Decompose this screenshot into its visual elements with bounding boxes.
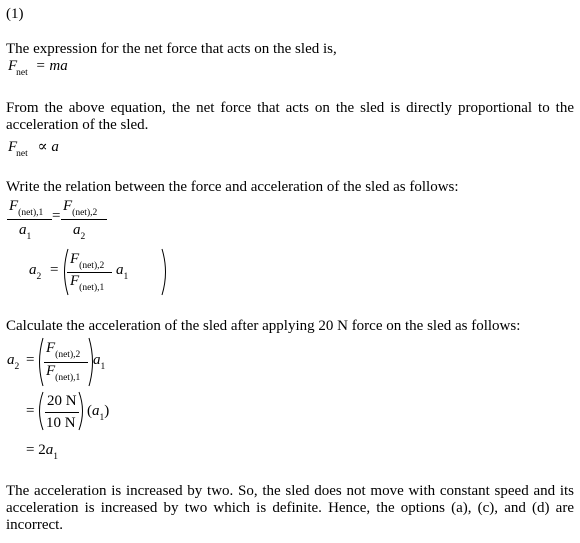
proportional-relation: $F_{net} \propto a$: [8, 139, 59, 159]
part-label: (1): [6, 6, 24, 22]
intro-text: The expression for the net force that acts on the sled is,: [6, 41, 337, 57]
relation-text: Write the relation between the force and acceleration of the sled as follows:: [6, 179, 459, 195]
net-force-equation: $F_{net}$ = ma: [8, 58, 68, 78]
proportional-text: From the above equation, the net force that acts on the sled is directly proportional to the acceleration of the sled.: [6, 100, 574, 133]
conclusion-text: The acceleration is increased by two. So, the sled does not move with constant speed and its acceleration is increased by two which is definite. Hence, the options (a), (c), and (d) are incorrect.: [6, 483, 574, 533]
calculate-text: Calculate the acceleration of the sled after applying 20 N force on the sled as follows:: [6, 318, 521, 334]
